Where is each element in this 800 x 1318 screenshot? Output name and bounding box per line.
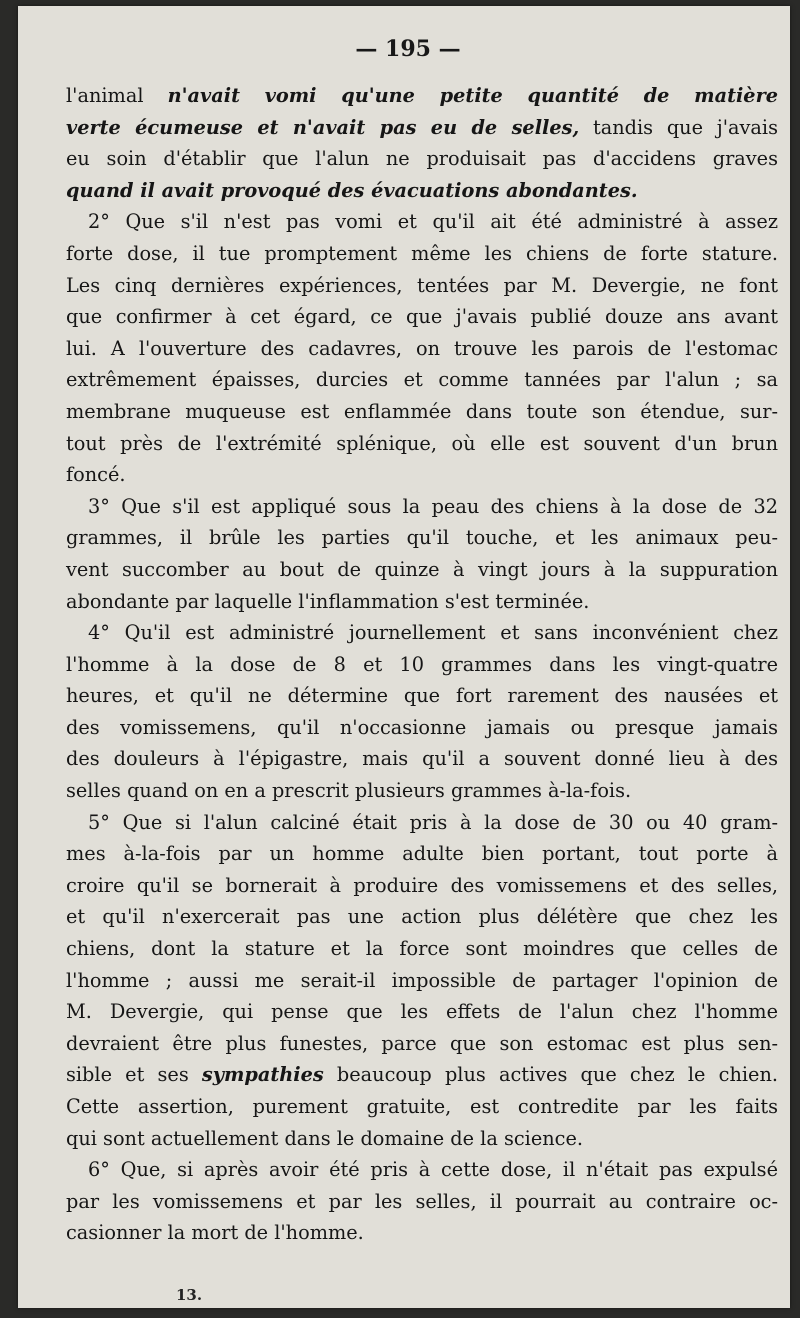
text-line (66, 364, 778, 396)
text-line (66, 775, 778, 807)
text-line (66, 838, 778, 870)
text-run: 4° Qu'il est administré journellement et sans inconvénient chez (88, 621, 778, 645)
text-line (66, 301, 778, 333)
text-line (66, 238, 778, 270)
text-line (66, 586, 778, 618)
text-line (66, 396, 778, 428)
text-run: beaucoup plus actives que chez le chien. (323, 1063, 779, 1087)
text-line (66, 80, 778, 112)
text-line (66, 1154, 778, 1186)
text-run: des douleurs à l'épigastre, mais qu'il a souvent donné lieu à des (66, 747, 778, 771)
text-line (66, 617, 778, 649)
signature-mark: 13. (176, 1286, 203, 1304)
text-line (66, 143, 778, 175)
text-line (66, 965, 778, 997)
italic-phrase: n'avait vomi qu'une petite quantité de matière (167, 84, 778, 107)
text-line (66, 1123, 778, 1155)
text-run: Cette assertion, purement gratuite, est contredite par les faits (66, 1095, 778, 1118)
text-line (66, 522, 778, 554)
text-line (66, 649, 778, 681)
text-run: qui sont actuellement dans le domaine de la science. (66, 1126, 583, 1150)
text-line (66, 933, 778, 965)
text-run: l'homme ; aussi me serait-il impossible de partager l'opinion de (66, 968, 778, 992)
text-run: 5° Que si l'alun calciné était pris à la dose de 30 ou 40 gram- (88, 810, 778, 834)
text-run: sible et ses (66, 1063, 202, 1087)
text-line (66, 428, 778, 460)
italic-phrase: quand il avait provoqué des évacuations abondantes. (66, 178, 638, 202)
text-line (66, 680, 778, 712)
text-run: M. Devergie, qui pense que les effets de l'alun chez l'homme (66, 1000, 778, 1024)
text-run: 2° Que s'il n'est pas vomi et qu'il ait été administré à assez (88, 210, 778, 234)
italic-phrase: sympathies (201, 1063, 324, 1087)
text-line (66, 1059, 778, 1091)
text-line (66, 996, 778, 1028)
text-line (66, 807, 778, 839)
text-line (66, 554, 778, 586)
text-run: 3° Que s'il est appliqué sous la peau des chiens à la dose de 32 (88, 494, 778, 518)
text-run: membrane muqueuse est enflammée dans toute son étendue, sur- (66, 399, 778, 423)
text-run: devraient être plus funestes, parce que son estomac est plus sen- (66, 1031, 778, 1055)
text-run: grammes, il brûle les parties qu'il touche, et les animaux peu- (66, 526, 778, 550)
text-line (66, 1217, 778, 1249)
text-line (66, 206, 778, 238)
page-number-header: — 195 — (355, 36, 461, 62)
text-run: mes à-la-fois par un homme adulte bien portant, tout porte à (66, 842, 778, 866)
text-line (66, 491, 778, 523)
text-run: Les cinq dernières expériences, tentées par M. Devergie, ne font (66, 273, 778, 297)
text-line (66, 743, 778, 775)
book-page (18, 6, 790, 1308)
text-run: des vomissemens, qu'il n'occasionne jamais ou presque jamais (66, 715, 778, 739)
text-line (66, 901, 778, 933)
text-run: abondante par laquelle l'inflammation s'est terminée. (66, 589, 590, 613)
text-run: eu soin d'établir que l'alun ne produisait pas d'accidens graves (66, 147, 778, 171)
text-line (66, 270, 778, 302)
text-run: tandis que j'avais (579, 115, 778, 139)
text-run: extrêmement épaisses, durcies et comme tannées par l'alun ; sa (66, 368, 778, 392)
text-run: lui. A l'ouverture des cadavres, on trouve les parois de l'estomac (66, 336, 778, 360)
text-run: l'homme à la dose de 8 et 10 grammes dans les vingt-quatre (66, 652, 778, 676)
text-run: casionner la mort de l'homme. (66, 1221, 364, 1245)
text-run: vent succomber au bout de quinze à vingt jours à la suppuration (66, 557, 778, 581)
text-line (66, 333, 778, 365)
text-run: et qu'il n'exercerait pas une action plus délétère que chez les (66, 905, 778, 929)
text-run: foncé. (66, 463, 126, 487)
text-run: par les vomissemens et par les selles, il pourrait au contraire oc- (66, 1189, 778, 1213)
text-line (66, 175, 778, 207)
text-run: tout près de l'extrémité splénique, où elle est souvent d'un brun (66, 431, 778, 455)
text-line (66, 459, 778, 491)
text-line (66, 1028, 778, 1060)
text-run: croire qu'il se bornerait à produire des vomissemens et des selles, (66, 873, 778, 897)
text-line (66, 1186, 778, 1218)
text-run: 6° Que, si après avoir été pris à cette dose, il n'était pas expulsé (88, 1158, 778, 1182)
text-line (66, 1091, 778, 1123)
text-run: que confirmer à cet égard, ce que j'avais publié douze ans avant (66, 305, 778, 329)
text-run: chiens, dont la stature et la force sont moindres que celles de (66, 937, 778, 961)
text-run: l'animal (66, 84, 168, 107)
text-line (66, 112, 778, 144)
text-run: heures, et qu'il ne détermine que fort rarement des nausées et (66, 684, 778, 708)
italic-phrase: verte écumeuse et n'avait pas eu de selles, (66, 115, 580, 139)
body-text (66, 80, 778, 1249)
text-run: forte dose, il tue promptement même les chiens de forte stature. (66, 241, 778, 265)
text-line (66, 712, 778, 744)
text-run: selles quand on en a prescrit plusieurs grammes à-la-fois. (66, 779, 632, 803)
text-line (66, 870, 778, 902)
